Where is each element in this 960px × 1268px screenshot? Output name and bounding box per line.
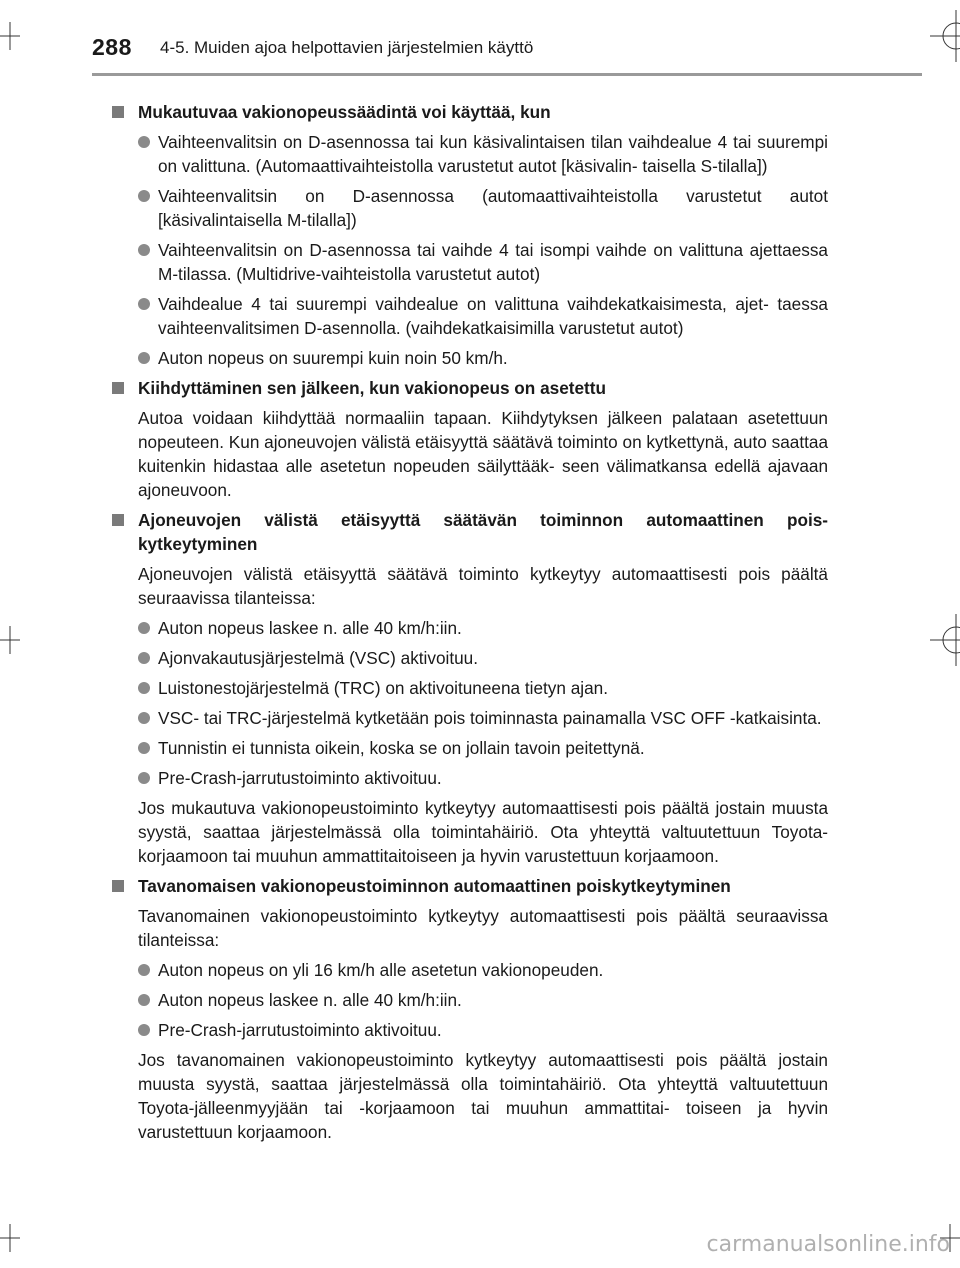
circle-bullet-icon <box>138 772 150 784</box>
circle-bullet-icon <box>138 712 150 724</box>
circle-bullet-icon <box>138 652 150 664</box>
list-item: Pre-Crash-jarrutustoiminto aktivoituu. <box>112 766 828 790</box>
section-1 <box>112 100 828 370</box>
list-item: Auton nopeus on yli 16 km/h alle asetetun vakionopeuden. <box>112 958 828 982</box>
list-item: Pre-Crash-jarrutustoiminto aktivoituu. <box>112 1018 828 1042</box>
circle-bullet-icon <box>138 1024 150 1036</box>
list-item: Auton nopeus laskee n. alle 40 km/h:iin. <box>112 988 828 1012</box>
section-2 <box>112 376 828 502</box>
section-heading: Kiihdyttäminen sen jälkeen, kun vakionopeus on asetettu <box>112 376 828 400</box>
circle-bullet-icon <box>138 994 150 1006</box>
section-heading: Tavanomaisen vakionopeustoiminnon automaattinen poiskytkeytyminen <box>112 874 828 898</box>
square-bullet-icon <box>112 514 124 526</box>
watermark: carmanualsonline.info <box>706 1232 950 1257</box>
section-title: 4-5. Muiden ajoa helpottavien järjestelmien käyttö <box>160 38 534 57</box>
circle-bullet-icon <box>138 682 150 694</box>
paragraph: Ajoneuvojen välistä etäisyyttä säätävä toiminto kytkeytyy automaattisesti pois päältä seuraavissa tilanteissa: <box>138 564 828 608</box>
circle-bullet-icon <box>138 352 150 364</box>
page-header <box>0 0 960 80</box>
circle-bullet-icon <box>138 190 150 202</box>
circle-bullet-icon <box>138 742 150 754</box>
circle-bullet-icon <box>138 964 150 976</box>
paragraph: Autoa voidaan kiihdyttää normaaliin tapaan. Kiihdytyksen jälkeen palataan asetettuun nopeuteen. Kun ajoneuvojen välistä etäisyyttä säätävä toiminto on kytkettynä, auto saattaa kuitenkin hidastaa alle asetetun nopeuden säilyttääk- seen välimatkansa edellä ajavaan ajoneuvoon. <box>138 408 828 500</box>
list-item: Vaihteenvalitsin on D-asennossa (automaattivaihteistolla varustetut autot [käsivalintaisella M-tilalla]) <box>112 184 828 232</box>
square-bullet-icon <box>112 106 124 118</box>
section-heading: Mukautuvaa vakionopeussäädintä voi käyttää, kun <box>112 100 828 124</box>
paragraph: Tavanomainen vakionopeustoiminto kytkeytyy automaattisesti pois päältä seuraavissa tilanteissa: <box>138 906 828 950</box>
list-item: VSC- tai TRC-järjestelmä kytketään pois toiminnasta painamalla VSC OFF -katkaisinta. <box>112 706 828 730</box>
list-item: Ajonvakautusjärjestelmä (VSC) aktivoituu. <box>112 646 828 670</box>
list-item: Vaihteenvalitsin on D-asennossa tai vaihde 4 tai isompi vaihde on valittuna ajettaessa M-tilassa. (Multidrive-vaihteistolla varustetut autot) <box>112 238 828 286</box>
circle-bullet-icon <box>138 298 150 310</box>
page-content <box>112 100 828 1150</box>
section-4 <box>112 874 828 1144</box>
list-item: Vaihdealue 4 tai suurempi vaihdealue on valittuna vaihdekatkaisimesta, ajet- taessa vaihteenvalitsimen D-asennolla. (vaihdekatkaisimilla varustetut autot) <box>112 292 828 340</box>
section-heading: Ajoneuvojen välistä etäisyyttä säätävän toiminnon automaattinen pois- kytkeytyminen <box>112 508 828 556</box>
square-bullet-icon <box>112 382 124 394</box>
circle-bullet-icon <box>138 622 150 634</box>
list-item: Auton nopeus on suurempi kuin noin 50 km/h. <box>112 346 828 370</box>
paragraph: Jos mukautuva vakionopeustoiminto kytkeytyy automaattisesti pois päältä jostain muusta syystä, saattaa järjestelmässä olla toimintahäiriö. Ota yhteyttä valtuutettuun Toyota-korjaamoon tai muuhun ammattitaitoiseen ja hyvin varustettuun korjaamoon. <box>138 798 828 866</box>
page-number: 288 <box>92 34 132 60</box>
list-item: Luistonestojärjestelmä (TRC) on aktivoituneena tietyn ajan. <box>112 676 828 700</box>
circle-bullet-icon <box>138 244 150 256</box>
paragraph: Jos tavanomainen vakionopeustoiminto kytkeytyy automaattisesti pois päältä jostain muusta syystä, saattaa järjestelmässä olla toimintahäiriö. Ota yhteyttä valtuutettuun Toyota-jälleenmyyjään tai -korjaamoon tai muuhun ammattitai- toiseen ja hyvin varustettuun korjaamoon. <box>138 1050 828 1142</box>
circle-bullet-icon <box>138 136 150 148</box>
list-item: Tunnistin ei tunnista oikein, koska se on jollain tavoin peitettynä. <box>112 736 828 760</box>
list-item: Vaihteenvalitsin on D-asennossa tai kun käsivalintaisen tilan vaihdealue 4 tai suurempi on valittuna. (Automaattivaihteistolla varustetut autot [käsivalin- taisella S-tilalla]) <box>112 130 828 178</box>
square-bullet-icon <box>112 880 124 892</box>
section-3 <box>112 508 828 868</box>
header-rule <box>92 73 922 76</box>
list-item: Auton nopeus laskee n. alle 40 km/h:iin. <box>112 616 828 640</box>
